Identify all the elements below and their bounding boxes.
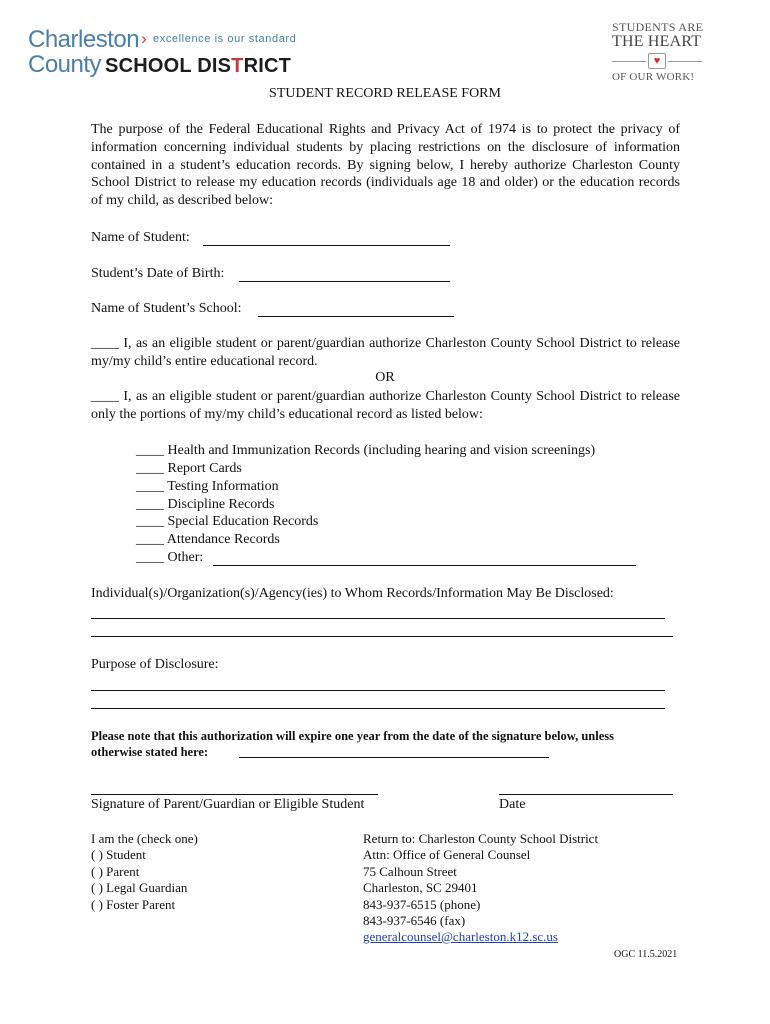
record-item-discipline[interactable]: ____ Discipline Records <box>136 497 275 512</box>
signature-field[interactable] <box>91 794 378 795</box>
option-partial-text: I, as an eligible student or parent/guardian authorize Charleston County School District to release only the portions of my/my child’s educational record as listed below: <box>91 389 680 422</box>
expire-override-field[interactable] <box>239 757 549 758</box>
check-option-foster-parent[interactable]: ( ) Foster Parent <box>91 897 176 912</box>
record-item-testing[interactable]: ____ Testing Information <box>136 479 279 494</box>
return-line: 75 Calhoun Street <box>363 864 457 879</box>
option-partial-record <box>91 388 680 424</box>
disclosed-to-field-2[interactable] <box>91 636 673 637</box>
return-line: Attn: Office of General Counsel <box>363 847 531 862</box>
record-item-health[interactable]: ____ Health and Immunization Records (including hearing and vision screenings) <box>136 443 596 458</box>
option-entire-record <box>91 335 680 371</box>
record-item-attendance[interactable]: ____ Attendance Records <box>136 532 280 547</box>
dob-field[interactable] <box>239 281 450 282</box>
return-line: Return to: Charleston County School District <box>363 831 599 846</box>
chevron-right-icon: › <box>141 29 147 48</box>
student-name-field[interactable] <box>203 245 450 246</box>
expire-note-line-1: Please note that this authorization will expire one year from the date of the signature below, unless <box>91 729 615 743</box>
signature-label: Signature of Parent/Guardian or Eligible Student <box>91 797 365 812</box>
footer-code: OGC 11.5.2021 <box>614 949 678 960</box>
option-entire-blank[interactable]: ____ <box>91 336 119 351</box>
return-phone: 843-937-6515 (phone) <box>363 897 481 912</box>
option-entire-text: I, as an eligible student or parent/guardian authorize Charleston County School District to release my/my child’s entire educational record. <box>91 336 680 369</box>
logo-line-1 <box>28 26 146 54</box>
return-fax: 843-937-6546 (fax) <box>363 913 466 928</box>
intro-paragraph: The purpose of the Federal Educational Rights and Privacy Act of 1974 is to protect the privacy of information concerning individual students by placing restrictions on the disclosure of information contained in a student’s education records. By signing below, I hereby authorize Charleston County School District to release my education records (individuals age 18 and older) or the education records of my child, as described below: <box>91 122 680 209</box>
check-option-legal-guardian[interactable]: ( ) Legal Guardian <box>91 880 188 895</box>
logo-school-dis: SCHOOL DIS <box>105 55 232 77</box>
heart-logo-divider <box>612 53 702 69</box>
logo-line-2 <box>28 51 291 79</box>
check-option-student[interactable]: ( ) Student <box>91 847 146 862</box>
school-field[interactable] <box>258 316 454 317</box>
option-partial-blank[interactable]: ____ <box>91 389 119 404</box>
disclosed-to-field-1[interactable] <box>91 618 665 619</box>
dob-label: Student’s Date of Birth: <box>91 266 225 281</box>
email-link[interactable]: generalcounsel@charleston.k12.sc.us <box>363 929 558 944</box>
expire-note-line-2: otherwise stated here: <box>91 745 209 759</box>
date-label: Date <box>499 797 526 812</box>
school-label: Name of Student’s School: <box>91 301 242 316</box>
divider-rule-right <box>668 61 702 62</box>
purpose-label: Purpose of Disclosure: <box>91 657 219 672</box>
purpose-field-1[interactable] <box>91 690 665 691</box>
record-item-special-education[interactable]: ____ Special Education Records <box>136 514 319 529</box>
heart-logo-line-3: OF OUR WORK! <box>612 71 695 83</box>
logo-rict: RICT <box>243 55 292 77</box>
logo-tagline: excellence is our standard <box>153 33 297 45</box>
logo-county-text: County <box>28 51 102 78</box>
disclosed-to-label: Individual(s)/Organization(s)/Agency(ies) to Whom Records/Information May Be Disclosed: <box>91 586 614 601</box>
date-field[interactable] <box>499 794 673 795</box>
purpose-field-2[interactable] <box>91 708 665 709</box>
logo-school-district-text <box>105 55 291 77</box>
other-field[interactable] <box>213 565 636 566</box>
check-heading: I am the (check one) <box>91 831 198 846</box>
divider-rule-left <box>612 61 646 62</box>
heart-logo-line-2: THE HEART <box>612 33 702 50</box>
return-line: Charleston, SC 29401 <box>363 880 478 895</box>
record-item-other[interactable]: ____ Other: <box>136 550 204 565</box>
district-logo <box>28 26 308 78</box>
or-separator: OR <box>375 370 395 385</box>
form-title: STUDENT RECORD RELEASE FORM <box>269 86 501 101</box>
heart-logo <box>612 21 708 81</box>
heart-logo-line-1: STUDENTS ARE <box>612 20 704 34</box>
student-name-label: Name of Student: <box>91 230 190 245</box>
logo-red-t: T <box>231 55 244 77</box>
record-item-report-cards[interactable]: ____ Report Cards <box>136 461 242 476</box>
heart-icon: ♥ <box>648 53 666 69</box>
check-option-parent[interactable]: ( ) Parent <box>91 864 140 879</box>
logo-charleston-text: Charleston <box>28 26 140 53</box>
